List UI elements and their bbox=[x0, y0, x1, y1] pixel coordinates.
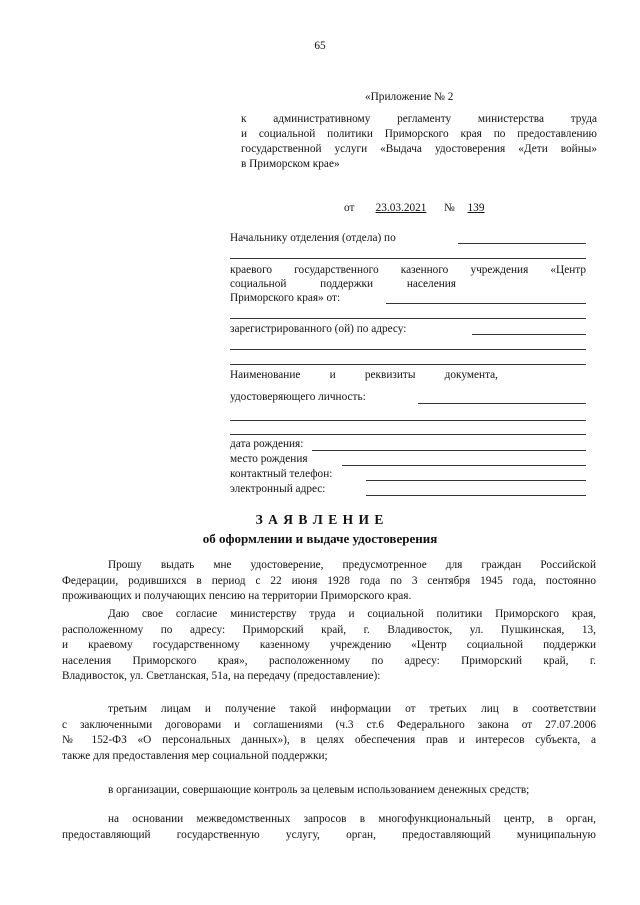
birth-place-label: место рождения bbox=[230, 453, 308, 465]
doc-label-1: Наименование и реквизиты документа, bbox=[230, 369, 498, 381]
page-number: 65 bbox=[314, 40, 326, 52]
birth-date-line bbox=[312, 450, 586, 451]
phone-line bbox=[366, 480, 586, 481]
paragraph-5 bbox=[62, 812, 596, 843]
statement-title: З А Я В Л Е Н И Е bbox=[255, 512, 385, 527]
p3-line-2: с заключенными договорами и соглашениями (ч.3 ст.6 Федерального закона от 27.07.2006 bbox=[62, 718, 596, 731]
p2-line-5: Владивосток, ул. Светланская, 51а, на передачу (предоставление): bbox=[62, 670, 381, 683]
doc-line bbox=[418, 403, 586, 404]
date-value: 23.03.2021 bbox=[375, 202, 427, 214]
paragraph-3 bbox=[62, 702, 596, 764]
email-line bbox=[366, 495, 586, 496]
p1-line-2: Федерации, родившихся в период с 22 июня 1928 года по 3 сентября 1945 года, постоянно bbox=[62, 574, 596, 587]
birth-place-line bbox=[342, 465, 586, 466]
phone-label: контактный телефон: bbox=[230, 468, 333, 480]
date-prefix: от bbox=[344, 202, 355, 214]
p1-line-1: Прошу выдать мне удостоверение, предусмотренное для граждан Российской bbox=[108, 559, 596, 571]
p2-line-2: расположенному по адресу: Приморский край, г. Владивосток, ул. Пушкинская, 13, bbox=[62, 623, 596, 636]
p3-line-4: также для предоставления мер социальной поддержки; bbox=[62, 749, 328, 762]
p4-line-1: в организации, совершающие контроль за целевым использованием денежных средств; bbox=[108, 784, 530, 796]
blank-line-2 bbox=[230, 318, 586, 319]
appendix-line-3: государственной услуги «Выдача удостоверения «Дети войны» bbox=[241, 143, 597, 155]
p3-line-3: № 152-ФЗ «О персональных данных»), в целях обеспечения прав и интересов субъекта, а bbox=[62, 734, 596, 747]
registered-label: зарегистрированного (ой) по адресу: bbox=[230, 323, 407, 335]
blank-line-4 bbox=[230, 364, 586, 365]
institution-line-3: Приморского края» от: bbox=[230, 292, 341, 304]
p2-line-3: и краевому государственному казенному учреждению «Центр социальной поддержки bbox=[62, 639, 596, 652]
email-label: электронный адрес: bbox=[230, 483, 326, 495]
institution-line-1: краевого государственного казенного учреждения «Центр bbox=[230, 264, 586, 276]
paragraph-2 bbox=[62, 607, 596, 685]
p2-line-4: населения Приморского края», расположенному по адресу: Приморский край, г. bbox=[62, 654, 596, 667]
blank-line-1 bbox=[230, 258, 586, 259]
birth-date-label: дата рождения: bbox=[230, 438, 304, 450]
to-chief-line bbox=[458, 243, 586, 244]
p3-line-1: третьим лицам и получение такой информации от третьих лиц в соответствии bbox=[108, 703, 596, 715]
paragraph-1 bbox=[62, 558, 596, 605]
appendix-title: «Приложение № 2 bbox=[365, 91, 454, 103]
p2-line-1: Даю свое согласие министерству труда и социальной политики Приморского края, bbox=[108, 608, 596, 620]
appendix-line-4: в Приморском крае» bbox=[241, 158, 340, 170]
to-chief-label: Начальнику отделения (отдела) по bbox=[230, 232, 396, 244]
p5-line-2: предоставляющий государственную услугу, орган, предоставляющий муниципальную bbox=[62, 828, 596, 841]
appendix-line-1: к административному регламенту министерства труда bbox=[241, 113, 597, 125]
number-value: 139 bbox=[467, 202, 485, 214]
appendix-line-2: и социальной политики Приморского края по предоставлению bbox=[241, 128, 597, 140]
registered-line bbox=[472, 334, 586, 335]
p5-line-1: на основании межведомственных запросов в многофункциональный центр, в орган, bbox=[108, 813, 596, 825]
statement-subtitle: об оформлении и выдаче удостоверения bbox=[202, 531, 438, 546]
institution-line-2: социальной поддержки населения bbox=[230, 278, 456, 290]
blank-line-5 bbox=[230, 420, 586, 421]
blank-line-6 bbox=[230, 434, 586, 435]
from-line bbox=[386, 303, 586, 304]
doc-label-2: удостоверяющего личность: bbox=[230, 391, 366, 403]
number-prefix: № bbox=[444, 202, 455, 214]
paragraph-4 bbox=[62, 783, 596, 799]
blank-line-3 bbox=[230, 349, 586, 350]
p1-line-3: проживающих и получающих пенсию на территории Приморского края. bbox=[62, 590, 412, 603]
